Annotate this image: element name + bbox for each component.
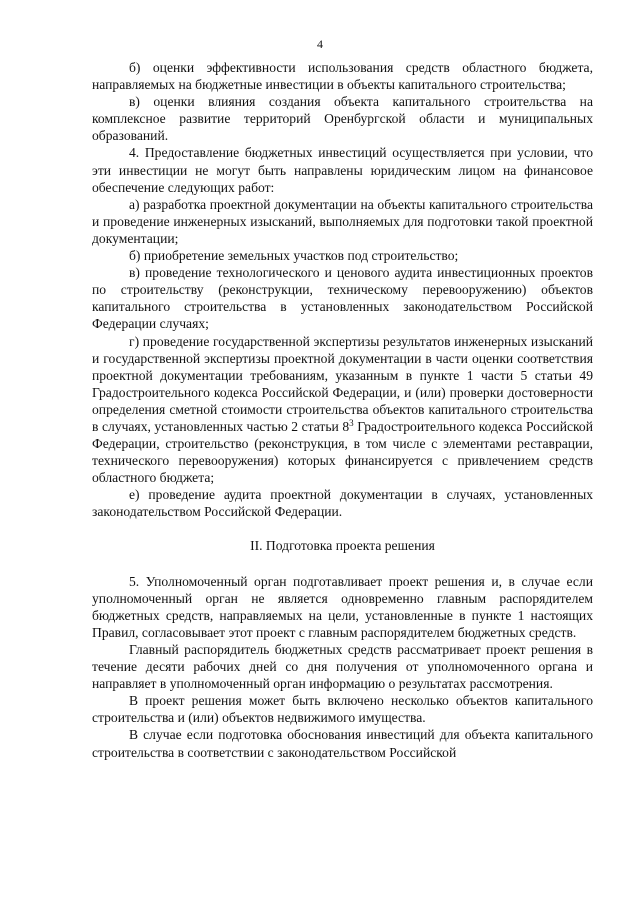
paragraph-investment-justification: В случае если подготовка обоснования инвестиций для объекта капитального строительства в соответствии с законодательством Российской — [92, 727, 593, 760]
paragraph-4-investment-conditions: 4. Предоставление бюджетных инвестиций осуществляется при условии, что эти инвестиции не могут быть направлены юридическим лицом на финансовое обеспечение следующих работ: — [92, 145, 593, 195]
paragraph-e-documentation-audit: е) проведение аудита проектной документации в случаях, установленных законодательством Российской Федерации. — [92, 487, 593, 520]
paragraph-b-land-acquisition: б) приобретение земельных участков под строительство; — [129, 248, 459, 264]
document-body — [92, 59, 593, 761]
paragraph-a-design-documentation: а) разработка проектной документации на объекты капитального строительства и проведение инженерных изысканий, выполняемых для подготовки такой проектной документации; — [92, 196, 593, 246]
paragraph-v-technology-audit: в) проведение технологического и ценового аудита инвестиционных проектов по строительству (реконструкции, техническому перевооружению) объектов капитального строительства в установленных законодательством Российской Федерации случаях; — [92, 265, 593, 332]
superscript-3: 3 — [349, 417, 354, 428]
paragraph-b-budget-efficiency: б) оценки эффективности использования средств областного бюджета, направляемых на бюджетные инвестиции в объекты капитального строительства; — [92, 60, 593, 93]
paragraph-g-text-end: Градостроительного кодекса Российской Федерации, строительство (реконструкция, в том числе с элементами реставрации, технического перевооружения) которых финансируется с привлечением средств областного бюджета; — [92, 418, 593, 486]
paragraph-multiple-objects: В проект решения может быть включено несколько объектов капитального строительства и (или) объектов недвижимого имущества. — [92, 693, 593, 726]
section-heading: II. Подготовка проекта решения — [250, 537, 435, 553]
paragraph-v-territory-impact: в) оценки влияния создания объекта капитального строительства на комплексное развитие территорий Оренбургской области и муниципальных образований. — [92, 94, 593, 144]
paragraph-chief-manager-review: Главный распорядитель бюджетных средств рассматривает проект решения в течение десяти рабочих дней со дня получения от уполномоченного органа и направляет в уполномоченный орган информацию о результатах рассмотрения. — [92, 642, 593, 692]
paragraph-5-draft-decision: 5. Уполномоченный орган подготавливает проект решения и, в случае если уполномоченный орган не является одновременно главным распорядителем бюджетных средств, направляемых на цели, установленные в пункте 1 настоящих Правил, согласовывает этот проект с главным распорядителем бюджетных средств. — [92, 573, 593, 640]
paragraph-g-text-start: г) проведение государственной экспертизы результатов инженерных изысканий и государственной экспертизы проектной документации в части оценки соответствия проектной документации требованиям, указанным в пункте 1 части 5 статьи 49 Градостроительного кодекса Российской Федерации, и (или) проверки достоверности определения сметной стоимости строительства объектов капитального строительства в случаях, установленных частью 2 статьи 8 — [92, 333, 593, 434]
page-number: 4 — [317, 37, 323, 51]
paragraph-g-state-expertise — [92, 333, 593, 487]
